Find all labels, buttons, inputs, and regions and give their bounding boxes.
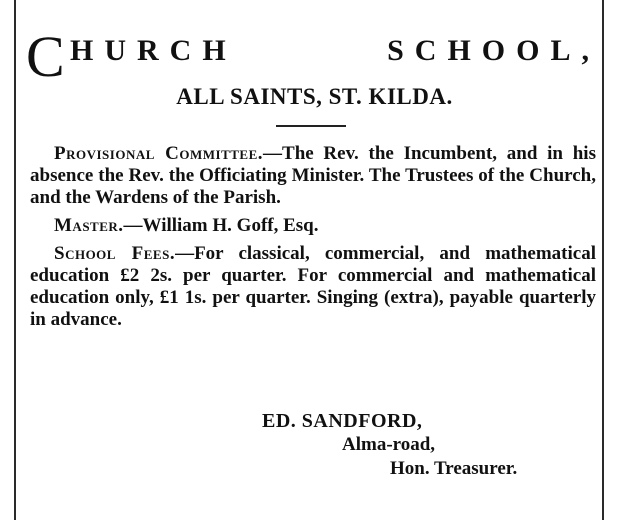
- right-column-rule: [602, 0, 604, 520]
- divider-rule: [276, 125, 346, 127]
- advertisement-body: [30, 143, 596, 337]
- signature-address: Alma-road,: [342, 434, 436, 455]
- paragraph-text: —William H. Goff, Esq.: [123, 215, 319, 236]
- headline-word-church: HURCH: [70, 34, 237, 67]
- paragraph-committee: [30, 143, 596, 209]
- paragraph-label: School Fees.: [54, 243, 176, 264]
- paragraph-fees: [30, 243, 596, 331]
- subheading: ALL SAINTS, ST. KILDA.: [176, 84, 453, 109]
- signature-role: Hon. Treasurer.: [390, 458, 518, 479]
- paragraph-label: Provisional Committee.: [54, 143, 264, 164]
- paragraph-label: Master.: [54, 215, 124, 236]
- paragraph-text: —The Rev. the Incumbent, and in his absence the Rev. the Officiating Minister. The Trustees of the Church, and the Wardens of the Parish.: [30, 143, 596, 208]
- paragraph-master: [30, 215, 596, 237]
- headline: [26, 24, 600, 89]
- paragraph-text: —For classical, commercial, and mathematical education £2 2s. per quarter. For commercial and mathematical education only, £1 1s. per quarter. Singing (extra), payable quarterly in advance.: [30, 243, 596, 330]
- signature-name: ED. SANDFORD,: [262, 410, 423, 432]
- headline-dropcap: C: [26, 24, 65, 89]
- headline-word-school: SCHOOL,: [387, 34, 600, 67]
- left-column-rule: [14, 0, 16, 520]
